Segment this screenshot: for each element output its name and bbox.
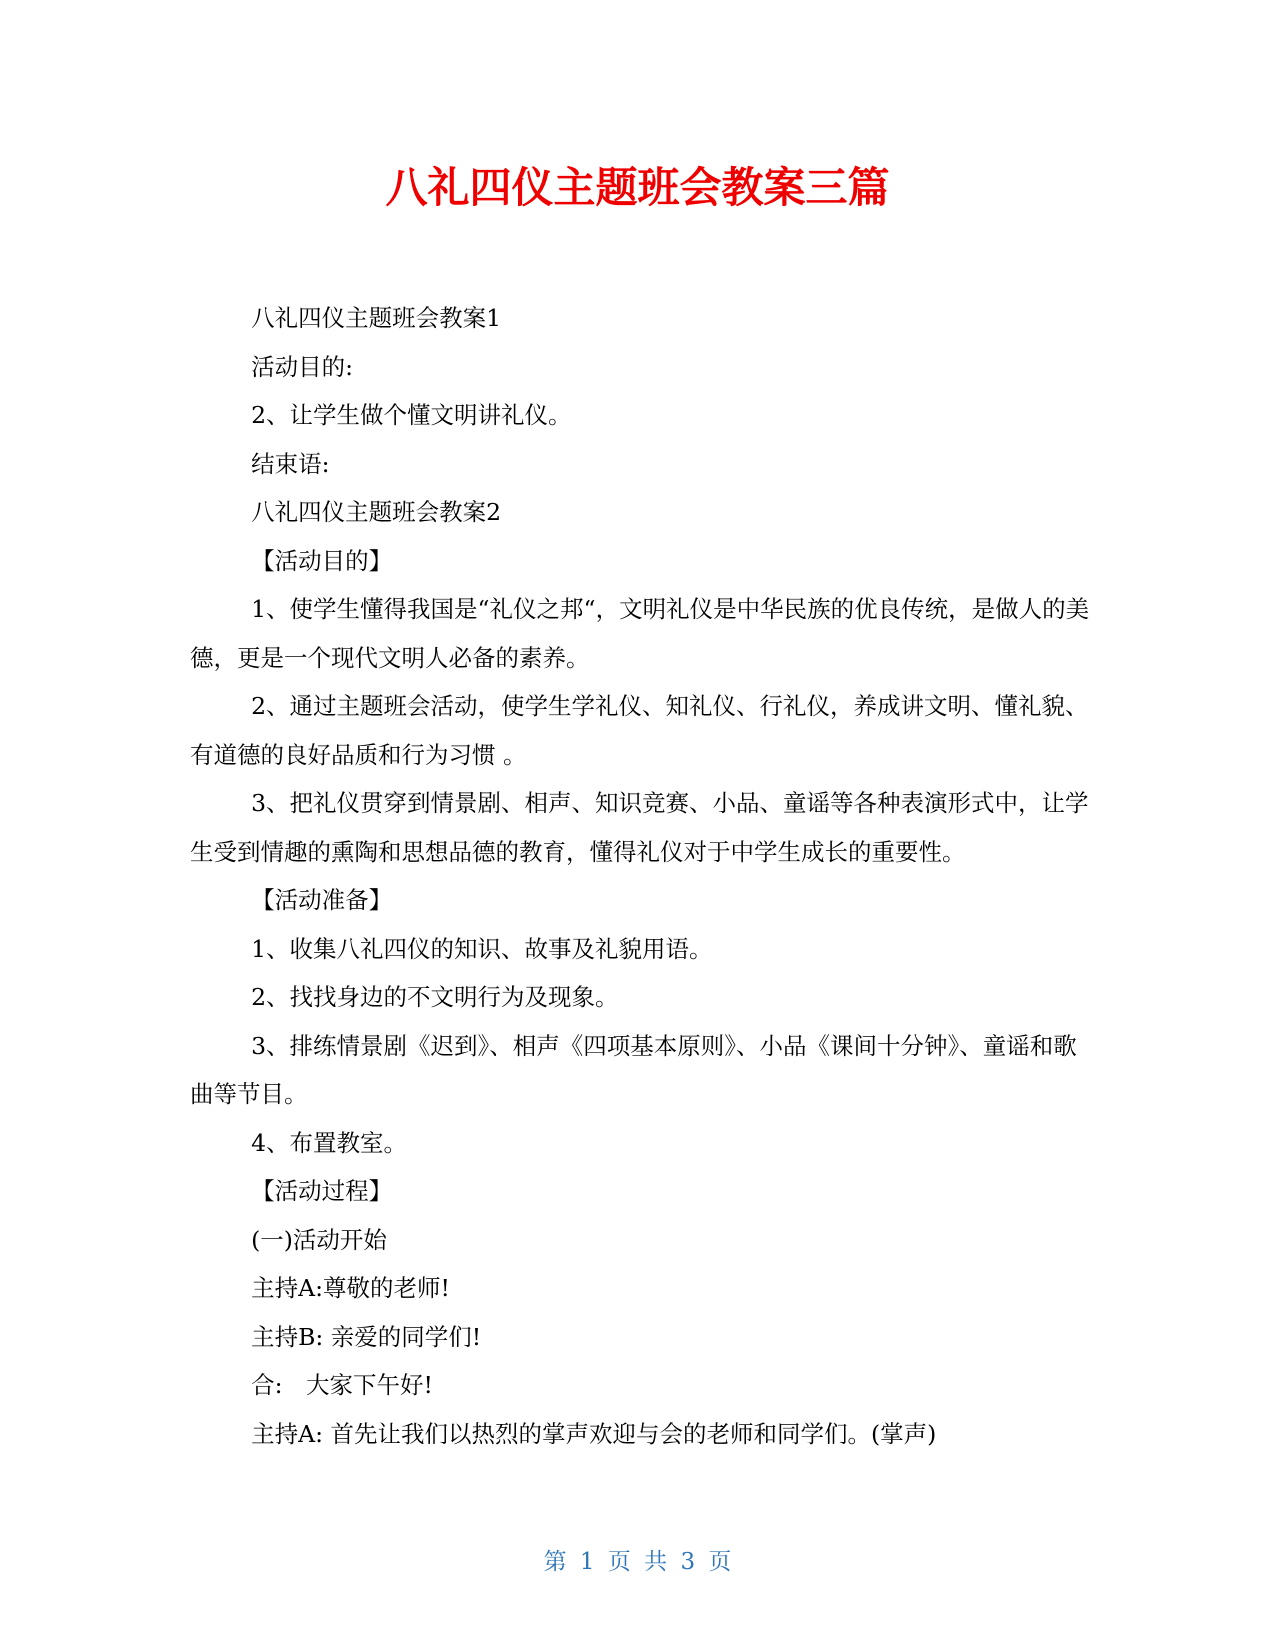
paragraph: 主持A:尊敬的老师! [251,1274,450,1302]
paragraph: 主持B: 亲爱的同学们! [251,1322,482,1351]
document-title: 八礼四仪主题班会教案三篇 [385,163,890,212]
paragraph: 合: 大家下午好! [251,1371,433,1399]
paragraph: 【活动准备】 [251,886,393,914]
paragraph: (一)活动开始 [251,1225,387,1254]
page-footer: 第 1 页 共 3 页 [543,1549,732,1575]
paragraph: 【活动过程】 [251,1177,393,1205]
paragraph: 2、让学生做个懂文明讲礼仪。 [251,401,572,429]
paragraph: 八礼四仪主题班会教案2 [251,498,502,526]
paragraph: 1、使学生懂得我国是“礼仪之邦“，文明礼仪是中华民族的优良传统，是做人的美德，更是一个现代文明人必备的素养。 [190,595,1090,672]
paragraph: 1、收集八礼四仪的知识、故事及礼貌用语。 [251,934,713,963]
paragraph: 3、把礼仪贯穿到情景剧、相声、知识竞赛、小品、童谣等各种表演形式中，让学生受到情趣的熏陶和思想品德的教育，懂得礼仪对于中学生成长的重要性。 [190,789,1089,866]
paragraph: 3、排练情景剧《迟到》、相声《四项基本原则》、小品《课间十分钟》、童谣和歌曲等节目。 [190,1031,1077,1108]
paragraph: 八礼四仪主题班会教案1 [251,304,502,332]
paragraph: 结束语: [251,449,330,478]
paragraph: 活动目的: [251,352,354,381]
document-body [190,294,1090,1458]
paragraph: 主持A: 首先让我们以热烈的掌声欢迎与会的老师和同学们。(掌声) [251,1419,937,1448]
paragraph: 2、通过主题班会活动，使学生学礼仪、知礼仪、行礼仪，养成讲文明、懂礼貌、有道德的良好品质和行为习惯 。 [190,692,1089,769]
paragraph: 4、布置教室。 [251,1128,408,1157]
paragraph: 【活动目的】 [251,546,393,575]
paragraph: 2、找找身边的不文明行为及现象。 [251,983,619,1011]
